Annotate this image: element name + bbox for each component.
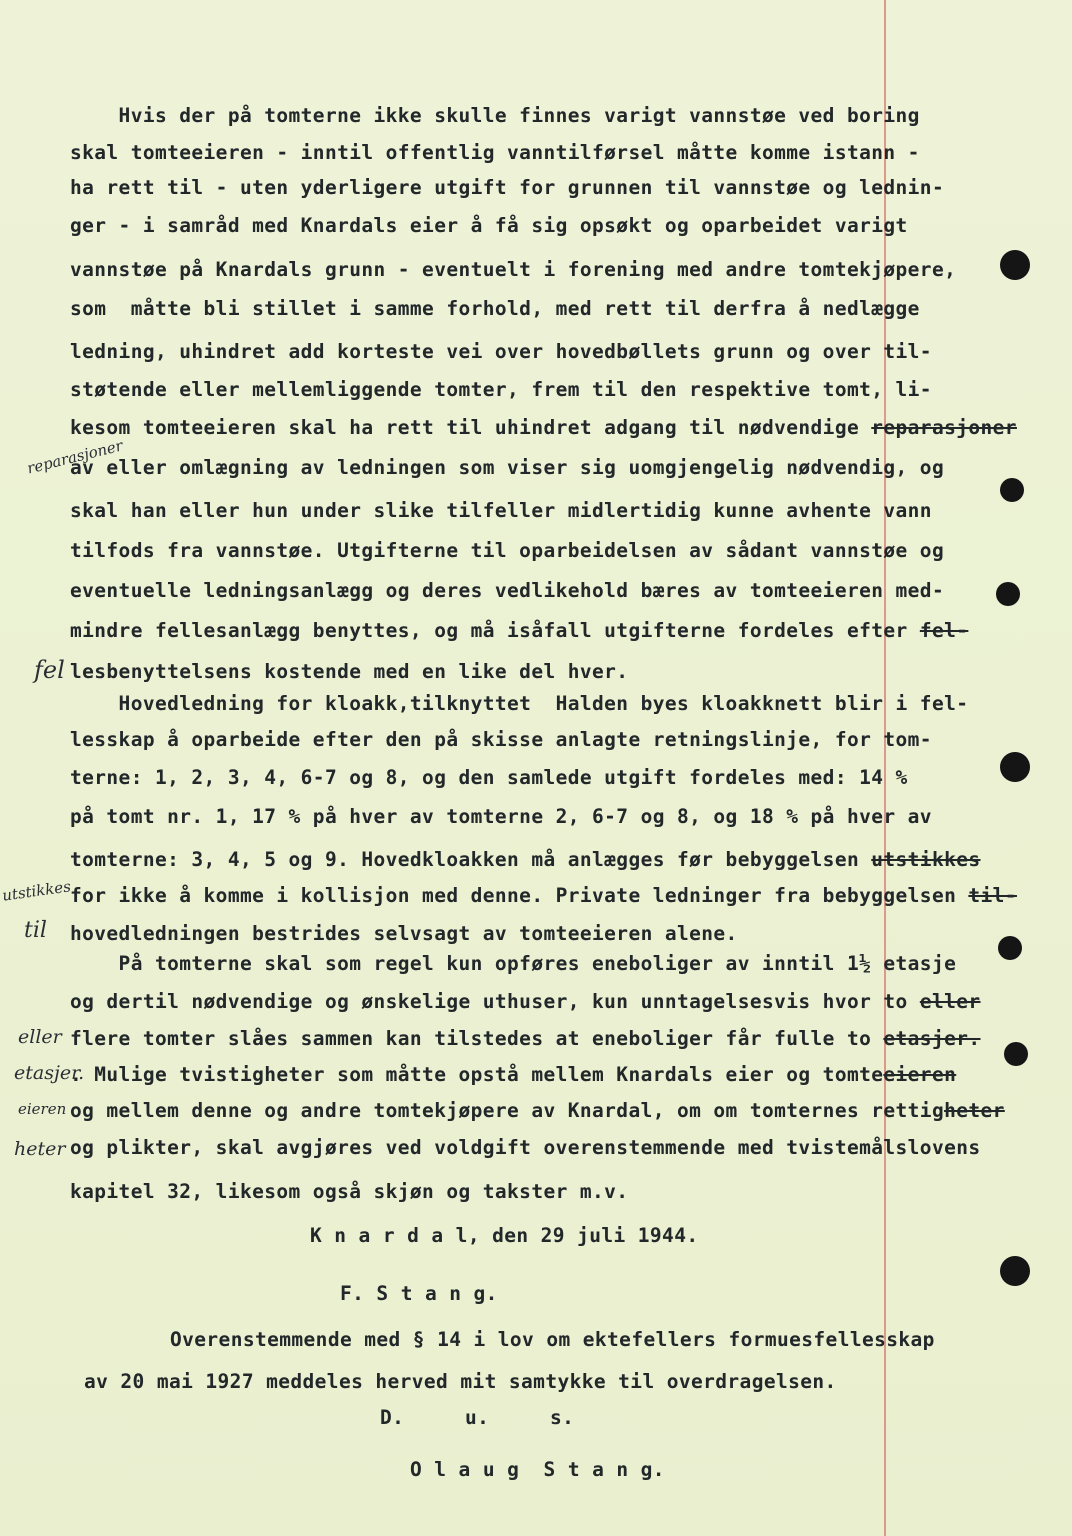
body-line-20: [70, 848, 981, 871]
body-line-20-text: tomterne: 3, 4, 5 og 9. Hovedkloakken må anlægges før bebyggelsen: [70, 848, 860, 871]
body-line-15: lesbenyttelsens kostende med en like del hver.: [70, 660, 629, 683]
body-line-28: og plikter, skal avgjøres ved voldgift overenstemmende med tvistemålslovens: [70, 1136, 981, 1159]
struck-word-etasjer: etasjer.: [883, 1027, 981, 1050]
body-line-24-text: og dertil nødvendige og ønskelige uthuser, kun unntagelsesvis hvor to: [70, 990, 908, 1013]
body-line-26: [70, 1063, 956, 1086]
body-line-9-text: kesom tomteeieren skal ha rett til uhindret adgang til nødvendige: [70, 416, 860, 439]
margin-note-til: til: [24, 918, 47, 943]
punch-hole: [1000, 752, 1030, 782]
body-line-24: [70, 990, 981, 1013]
signature-f-stang: F. S t a n g.: [340, 1282, 498, 1305]
body-line-25: [70, 1027, 981, 1050]
body-line-27-text: og mellem denne og andre tomtekjøpere av Knardal, om om tomternes rettig: [70, 1099, 945, 1122]
body-line-2: skal tomteeieren - inntil offentlig vanntilførsel måtte komme istann -: [70, 141, 920, 164]
margin-note-reparasjoner: reparasjoner: [25, 436, 125, 478]
struck-word-til: til-: [968, 884, 1017, 907]
margin-note-etasjer: etasjer.: [14, 1062, 85, 1084]
punch-hole: [998, 936, 1022, 960]
struck-word-fel: fel-: [919, 619, 969, 642]
punch-hole: [996, 582, 1020, 606]
struck-word-reparasjoner: reparasjoner: [871, 416, 1017, 439]
body-line-23: På tomterne skal som regel kun opføres eneboliger av inntil 1½ etasje: [70, 952, 957, 975]
body-line-11: skal han eller hun under slike tilfeller midlertidig kunne avhente vann: [70, 499, 932, 522]
body-line-4: ger - i samråd med Knardals eier å få sig opsøkt og oparbeidet varigt: [70, 214, 908, 237]
struck-word-eieren: eieren: [883, 1063, 957, 1086]
body-line-25-text: flere tomter slåes sammen kan tilstedes at eneboliger får fulle to: [70, 1027, 872, 1050]
punch-hole: [1000, 1256, 1030, 1286]
margin-note-heter: heter: [14, 1138, 66, 1160]
body-line-27: [70, 1099, 1005, 1122]
body-line-26-text: . Mulige tvistigheter som måtte opstå mellem Knardals eier og tomte: [70, 1063, 884, 1086]
struck-word-heter: heter: [944, 1099, 1005, 1122]
body-line-9: [70, 416, 1017, 439]
struck-word-eller: eller: [919, 990, 981, 1013]
body-line-6: som måtte bli stillet i samme forhold, med rett til derfra å nedlægge: [70, 297, 920, 320]
margin-note-fel: fel: [34, 656, 65, 684]
body-line-29: kapitel 32, likesom også skjøn og takster m.v.: [70, 1180, 629, 1203]
body-line-12: tilfods fra vannstøe. Utgifterne til oparbeidelsen av sådant vannstøe og: [70, 539, 945, 562]
body-line-17: lesskap å oparbeide efter den på skisse anlagte retningslinje, for tom-: [70, 728, 932, 751]
consent-line-2: av 20 mai 1927 meddeles herved mit samtykke til overdragelsen.: [84, 1370, 837, 1393]
margin-note-eller: eller: [18, 1026, 62, 1048]
margin-note-eieren: eieren: [18, 1100, 67, 1118]
body-line-1: Hvis der på tomterne ikke skulle finnes varigt vannstøe ved boring: [70, 104, 920, 127]
body-line-7: ledning, uhindret add korteste vei over hovedbøllets grunn og over til-: [70, 340, 932, 363]
body-line-3: ha rett til - uten yderligere utgift for grunnen til vannstøe og lednin-: [70, 176, 945, 199]
body-line-10: av eller omlægning av ledningen som viser sig uomgjengelig nødvendig, og: [70, 456, 945, 479]
punch-hole: [1000, 478, 1024, 502]
punch-hole: [1004, 1042, 1028, 1066]
punch-hole: [1000, 250, 1030, 280]
body-line-14-text: mindre fellesanlægg benyttes, og må isåfall utgifterne fordeles efter: [70, 619, 908, 642]
body-line-8: støtende eller mellemliggende tomter, frem til den respektive tomt, li-: [70, 378, 932, 401]
body-line-5: vannstøe på Knardals grunn - eventuelt i forening med andre tomtekjøpere,: [70, 258, 957, 281]
body-line-13: eventuelle ledningsanlægg og deres vedlikehold bæres av tomteeieren med-: [70, 579, 945, 602]
body-line-18: terne: 1, 2, 3, 4, 6-7 og 8, og den samlede utgift fordeles med: 14 %: [70, 766, 908, 789]
consent-line-1: Overenstemmende med § 14 i lov om ektefellers formuesfellesskap: [170, 1328, 935, 1351]
struck-word-utstikkes: utstikkes: [871, 848, 981, 871]
dateline: K n a r d a l, den 29 juli 1944.: [310, 1224, 699, 1247]
signature-olaug-stang: O l a u g S t a n g.: [410, 1458, 665, 1481]
body-line-21: [70, 884, 1017, 907]
margin-note-utstikkes: utstikkes: [1, 877, 72, 905]
body-line-14: [70, 619, 968, 642]
body-line-22: hovedledningen bestrides selvsagt av tomteeieren alene.: [70, 922, 738, 945]
body-line-16: Hovedledning for kloakk,tilknyttet Halden byes kloakknett blir i fel-: [70, 692, 969, 715]
body-line-21-text: for ikke å komme i kollisjon med denne. Private ledninger fra bebyggelsen: [70, 884, 957, 907]
body-line-19: på tomt nr. 1, 17 % på hver av tomterne 2, 6-7 og 8, og 18 % på hver av: [70, 805, 932, 828]
dus-abbrev: D. u. s.: [380, 1406, 575, 1429]
